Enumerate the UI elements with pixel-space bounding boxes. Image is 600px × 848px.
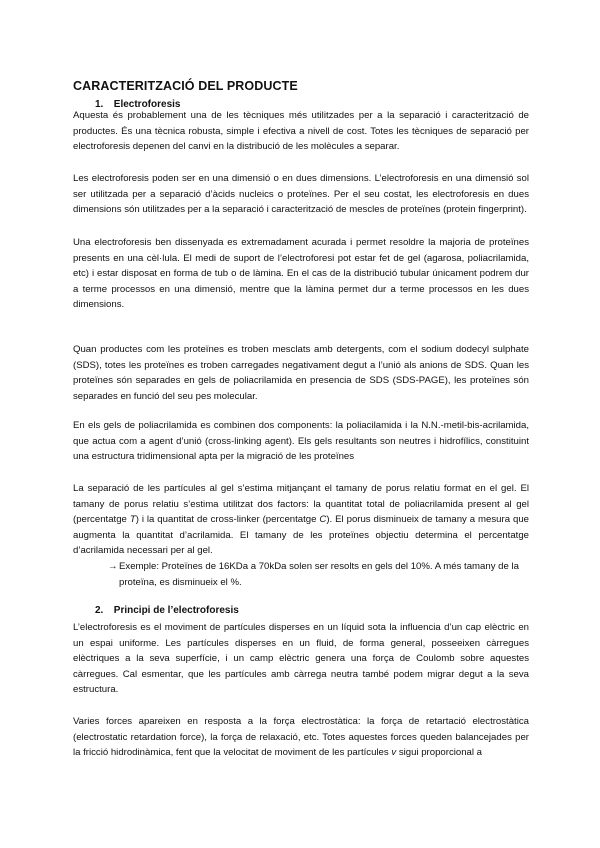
section-number: 1. bbox=[95, 99, 104, 110]
paragraph-text: ). El porus disminueix de tamany a mesura que augmenta la quantitat d’acrilamida. El tamany de les proteïnes objectiu determina el percentatge d’acrilamida necessari per al gel. bbox=[73, 514, 529, 557]
paragraph-forces bbox=[73, 714, 529, 761]
paragraph-text: La separació de les partícules al gel s’estima mitjançant el tamany de porus relatiu format en el gel. El tamany de porus relatiu s’estima utilitzat dos factors: la quantitat total de poliacrilamida present al gel (percentatge bbox=[73, 483, 529, 526]
paragraph-pore-size bbox=[73, 481, 529, 559]
example-bullet bbox=[108, 559, 529, 590]
section-heading-text: Principi de l’electroforesis bbox=[113, 605, 239, 616]
paragraph-text: ) i la quantitat de cross-linker (percentatge bbox=[135, 514, 320, 526]
paragraph: Les electroforesis poden ser en una dimensió o en dues dimensions. L’electroforesis en una dimensió sol ser utilitzada per a separació d’àcids nucleics o proteïnes. Per el seu costat, les electroforesis en dues dimensions són utilitzades per a la separació i caracterització de mescles de proteïnes (protein fingerprint). bbox=[73, 173, 529, 216]
paragraph: Quan productes com les proteïnes es troben mesclats amb detergents, com el sodium dodecyl sulphate (SDS), totes les proteïnes es troben carregades negativament degut a l’unió als anions de SDS. Quan les proteïnes són separades en gels de poliacrilamida en presencia de SDS (SDS-PAGE), les proteïnes són separades en funció del seu pes molecular. bbox=[73, 344, 529, 402]
paragraph: Aquesta és probablement una de les tècniques més utilitzades per a la separació i caracterització de productes. És una tècnica robusta, simple i efectiva a nivell de cost. Totes les tècniques de separació per electroforesis depenen del canvi en la distribució de les molècules a separar. bbox=[73, 110, 529, 153]
c-symbol: C bbox=[319, 514, 327, 526]
paragraph: En els gels de poliacrilamida es combinen dos components: la poliacilamida i la N.N.-metil-bis-acrilamida, que actua com a agent d’unió (cross-linking agent). Els gels resultants son neutres i hidrofílics, constituint una estructura tridimensional apta per la migració de les proteïnes bbox=[73, 420, 529, 463]
arrow-right-icon: → bbox=[108, 561, 118, 572]
example-bullet-text: Exemple: Proteïnes de 16KDa a 70kDa solen ser resolts en gels del 10%. A més tamany de la proteïna, es disminueix el %. bbox=[119, 561, 519, 588]
section-number: 2. bbox=[95, 605, 104, 616]
paragraph: Una electroforesis ben dissenyada es extremadament acurada i permet resoldre la majoria de proteïnes presents en una cèl·lula. El medi de suport de l’electroforesi pot estar fet de gel (agarosa, poliacrilamida, etc) i estar disposat en forma de tub o de làmina. En el cas de la distribució tubular únicament podrem dur a terme processos en una dimensió, mentre que la làmina permet dur a terme processos en les dues dimensions. bbox=[73, 237, 529, 311]
paragraph: L’electroforesis es el moviment de partícules disperses en un líquid sota la influencia d’un cap elèctric en un espai uniforme. Les partícules disperses en un fluid, de forma general, posseeixen càrregues elèctriques a la seva superfície, i un camp elèctric genera una força de Coulomb sobre aquestes càrregues. Cal esmentar, que les partícules amb càrrega neutra també podem migrar degut a la seva estructura. bbox=[73, 622, 529, 696]
v-symbol: v bbox=[391, 747, 397, 759]
paragraph-text: Varies forces apareixen en resposta a la força electrostàtica: la força de retartació electrostàtica (electrostatic retardation force), la força de relaxació, etc. Totes aquestes forces queden balancejades per la fricció hidrodinàmica, fent que la velocitat de moviment de les partícules bbox=[73, 716, 529, 759]
section-heading-text: Electroforesis bbox=[113, 99, 181, 110]
paragraph-text: sigui proporcional a bbox=[396, 747, 483, 759]
t-symbol: T bbox=[129, 514, 136, 526]
section-heading-principi bbox=[95, 603, 239, 619]
document-title: CARACTERITZACIÓ DEL PRODUCTE bbox=[73, 79, 298, 93]
